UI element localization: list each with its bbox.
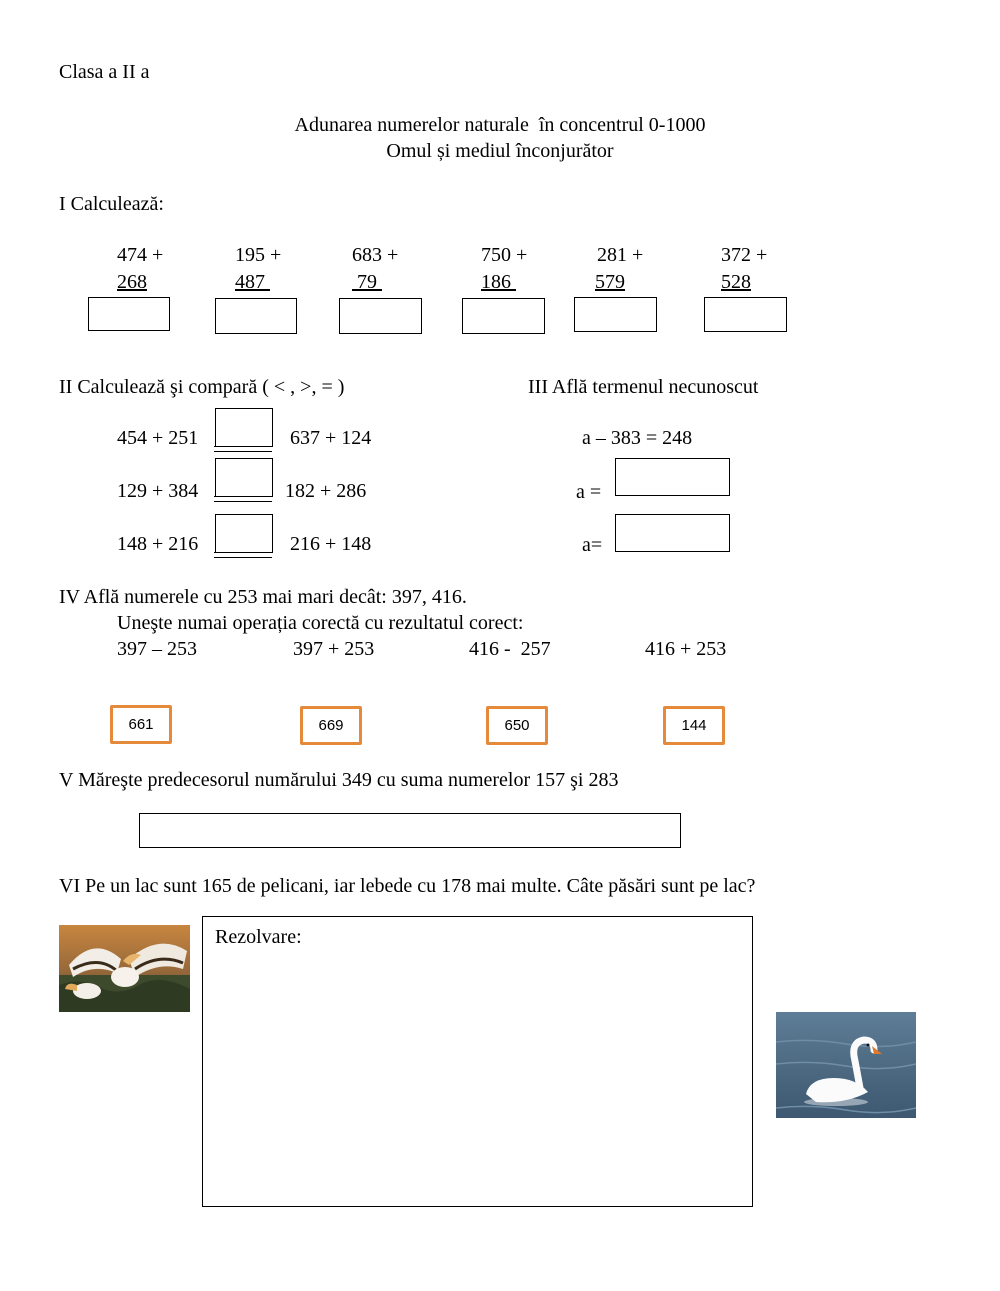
- ex4-operation-4[interactable]: 416 + 253: [645, 638, 727, 660]
- ex1-answer-box-4[interactable]: [462, 298, 545, 334]
- solution-label: Rezolvare:: [215, 926, 302, 948]
- ex2-heading: II Calculează şi compară ( < , >, = ): [59, 376, 345, 398]
- ex1-item-4-top: 750 +: [481, 244, 528, 266]
- solution-area[interactable]: [202, 916, 753, 1207]
- ex5-answer-box[interactable]: [139, 813, 681, 848]
- ex1-item-6-top: 372 +: [721, 244, 768, 266]
- ex1-item-5-bottom: 579: [595, 271, 625, 293]
- ex1-item-4-bottom: 186: [481, 271, 516, 293]
- ex4-result-1[interactable]: 661: [110, 705, 172, 744]
- ex4-heading: IV Află numerele cu 253 mai mari decât: 397, 416.: [59, 586, 467, 608]
- ex4-result-3[interactable]: 650: [486, 706, 548, 745]
- ex2-row-1-right: 637 + 124: [290, 427, 372, 449]
- ex5-heading: V Măreşte predecesorul numărului 349 cu suma numerelor 157 şi 283: [59, 769, 619, 791]
- ex2-compare-line-1: [214, 446, 272, 452]
- title-line-2: Omul și mediul înconjurător: [386, 140, 614, 162]
- ex1-item-3-top: 683 +: [352, 244, 399, 266]
- ex1-heading: I Calculează:: [59, 193, 164, 215]
- ex3-heading: III Află termenul necunoscut: [528, 376, 759, 398]
- ex2-row-2-left: 129 + 384: [117, 480, 199, 502]
- ex2-row-2-right: 182 + 286: [285, 480, 367, 502]
- swan-illustration: [776, 1012, 916, 1118]
- ex1-answer-box-6[interactable]: [704, 297, 787, 332]
- pelicans-illustration: [59, 925, 190, 1012]
- ex3-label-1: a =: [576, 481, 602, 503]
- ex1-item-2-top: 195 +: [235, 244, 282, 266]
- ex4-result-2[interactable]: 669: [300, 706, 362, 745]
- ex3-answer-box-1[interactable]: [615, 458, 730, 496]
- ex2-compare-line-3: [214, 552, 272, 558]
- ex6-heading: VI Pe un lac sunt 165 de pelicani, iar lebede cu 178 mai multe. Câte păsări sunt pe lac?: [59, 875, 756, 897]
- ex4-result-4[interactable]: 144: [663, 706, 725, 745]
- ex3-equation: a – 383 = 248: [582, 427, 693, 449]
- swan-photo: [776, 1012, 916, 1118]
- ex1-item-6-bottom: 528: [721, 271, 751, 293]
- ex1-answer-box-3[interactable]: [339, 298, 422, 334]
- ex1-answer-box-1[interactable]: [88, 297, 170, 331]
- ex1-answer-box-2[interactable]: [215, 298, 297, 334]
- ex4-operation-1[interactable]: 397 – 253: [117, 638, 197, 660]
- ex3-label-2: a=: [582, 534, 603, 556]
- ex1-item-5-top: 281 +: [592, 244, 644, 266]
- ex2-row-3-right: 216 + 148: [290, 533, 372, 555]
- title-line-1: Adunarea numerelor naturale în concentrul 0-1000: [294, 114, 706, 136]
- ex1-answer-box-5[interactable]: [574, 297, 657, 332]
- ex2-row-1-left: 454 + 251: [117, 427, 199, 449]
- ex4-operation-2[interactable]: 397 + 253: [293, 638, 375, 660]
- ex4-operation-3[interactable]: 416 - 257: [469, 638, 551, 660]
- ex2-compare-box-1[interactable]: [215, 408, 273, 447]
- class-label: Clasa a II a: [59, 61, 150, 83]
- ex2-compare-box-2[interactable]: [215, 458, 273, 497]
- ex1-item-1-bottom: 268: [117, 271, 147, 293]
- ex2-compare-box-3[interactable]: [215, 514, 273, 553]
- ex1-item-3-bottom: 79: [352, 271, 382, 293]
- ex1-item-2-bottom: 487: [235, 271, 270, 293]
- ex3-answer-box-2[interactable]: [615, 514, 730, 552]
- pelicans-photo: [59, 925, 190, 1012]
- ex4-instruction: Uneşte numai operația corectă cu rezultatul corect:: [117, 612, 524, 634]
- ex2-compare-line-2: [214, 496, 272, 502]
- ex1-item-1-top: 474 +: [117, 244, 164, 266]
- ex2-row-3-left: 148 + 216: [117, 533, 199, 555]
